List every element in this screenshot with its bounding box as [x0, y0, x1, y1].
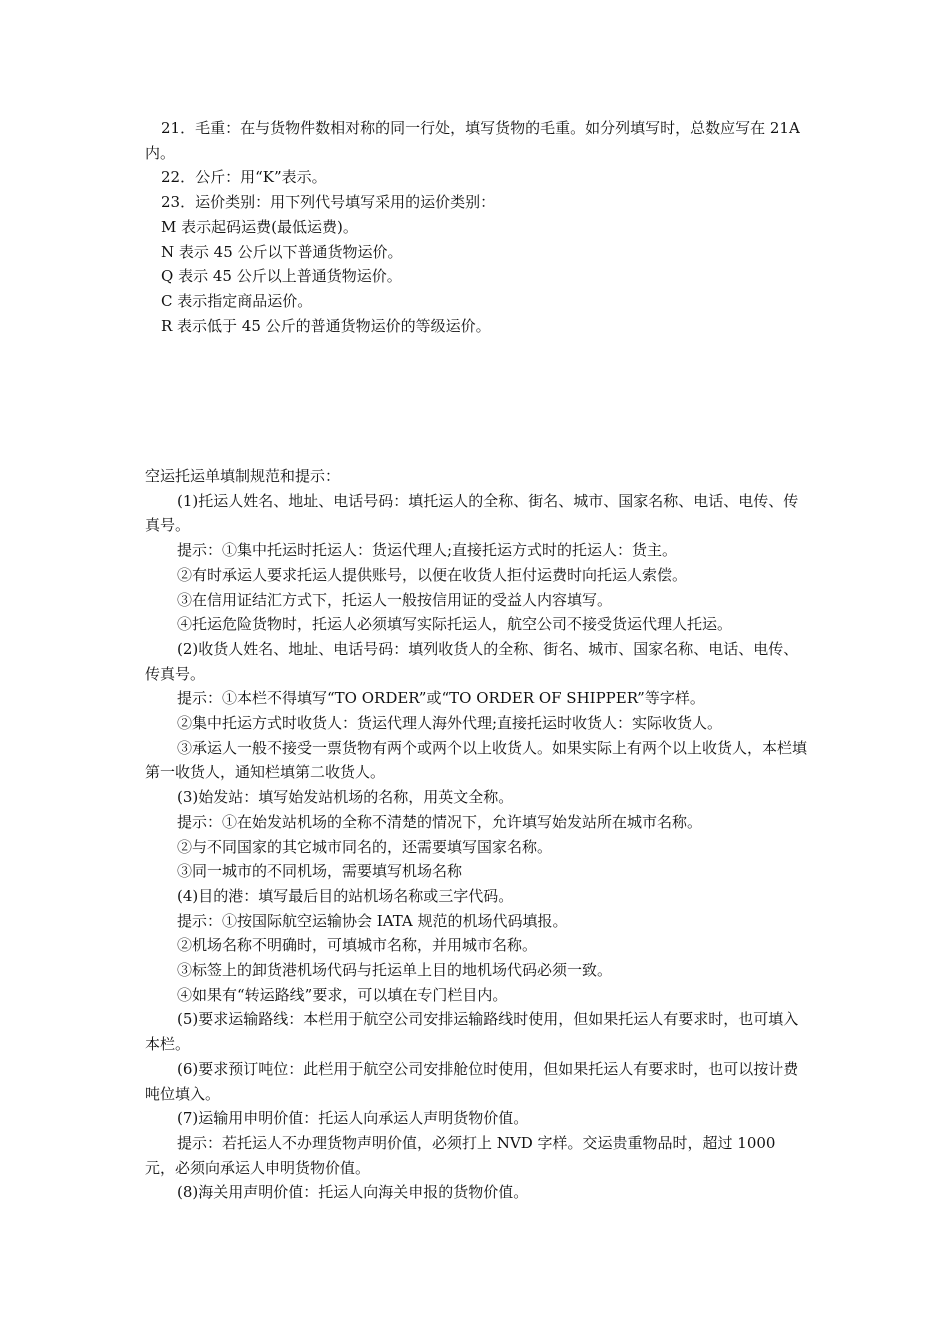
shipper-tip-2: ②有时承运人要求托运人提供账号，以便在收货人拒付运费时向托运人索偿。: [177, 565, 688, 584]
item-22-kilogram: 22．公斤：用“K”表示。: [161, 168, 327, 187]
destination-tip-3: ③标签上的卸货港机场代码与托运单上目的地机场代码必须一致。: [177, 961, 613, 980]
shipper-paragraph: (1)托运人姓名、地址、电话号码：填托运人的全称、街名、城市、国家名称、电话、电传、传真号。: [145, 491, 799, 535]
consignee-tip-3: ③承运人一般不接受一票货物有两个或两个以上收货人。如果实际上有两个以上收货人，本栏填第一收货人，通知栏填第二收货人。: [145, 738, 808, 782]
item-23-rate-class: 23．运价类别：用下列代号填写采用的运价类别：: [161, 193, 496, 212]
section-air-consignment-guide: [145, 464, 810, 1205]
rate-class-m: M 表示起码运费(最低运费)。: [161, 217, 358, 236]
rate-class-n: N 表示 45 公斤以下普通货物运价。: [161, 242, 403, 261]
item-21-gross-weight: 21．毛重：在与货物件数相对称的同一行处，填写货物的毛重。如分列填写时，总数应写在 21A 内。: [145, 119, 800, 162]
customs-value-paragraph: (8)海关用声明价值：托运人向海关申报的货物价值。: [177, 1183, 529, 1202]
shipper-tip-4: ④托运危险货物时，托运人必须填写实际托运人，航空公司不接受货运代理人托运。: [177, 615, 733, 634]
rate-class-c: C 表示指定商品运价。: [161, 291, 313, 310]
origin-paragraph: (3)始发站：填写始发站机场的名称，用英文全称。: [177, 788, 514, 807]
destination-tip-2: ②机场名称不明确时，可填城市名称，并用城市名称。: [177, 936, 538, 955]
section-rate-fields: [145, 116, 810, 338]
shipper-tip-3: ③在信用证结汇方式下，托运人一般按信用证的受益人内容填写。: [177, 590, 613, 609]
rate-class-q: Q 表示 45 公斤以上普通货物运价。: [161, 267, 402, 286]
carriage-value-tip: 提示：若托运人不办理货物声明价值，必须打上 NVD 字样。交运贵重物品时，超过 1000 元，必须向承运人申明货物价值。: [145, 1133, 776, 1177]
consignee-tip-2: ②集中托运方式时收货人：货运代理人海外代理;直接托运时收货人：实际收货人。: [177, 714, 723, 733]
origin-tip-3: ③同一城市的不同机场，需要填写机场名称: [177, 862, 463, 881]
origin-tip-1: 提示：①在始发站机场的全称不清楚的情况下，允许填写始发站所在城市名称。: [177, 812, 703, 831]
consignee-tip-1: 提示：①本栏不得填写“TO ORDER”或“TO ORDER OF SHIPPER”等字样。: [177, 689, 705, 708]
destination-tip-4: ④如果有“转运路线”要求，可以填在专门栏目内。: [177, 985, 508, 1004]
booking-paragraph: (6)要求预订吨位：此栏用于航空公司安排舱位时使用，但如果托运人有要求时，也可以按计费吨位填入。: [145, 1059, 799, 1103]
consignee-paragraph: (2)收货人姓名、地址、电话号码：填列收货人的全称、街名、城市、国家名称、电话、电传、传真号。: [145, 639, 799, 683]
destination-paragraph: (4)目的港：填写最后目的站机场名称或三字代码。: [177, 886, 514, 905]
routing-paragraph: (5)要求运输路线：本栏用于航空公司安排运输路线时使用，但如果托运人有要求时，也可填入本栏。: [145, 1010, 799, 1054]
destination-tip-1: 提示：①按国际航空运输协会 IATA 规范的机场代码填报。: [177, 911, 568, 930]
section-heading: 空运托运单填制规范和提示：: [145, 467, 341, 485]
shipper-tip-1: 提示：①集中托运时托运人：货运代理人;直接托运方式时的托运人：货主。: [177, 541, 678, 560]
carriage-value-paragraph: (7)运输用申明价值：托运人向承运人声明货物价值。: [177, 1109, 529, 1128]
origin-tip-2: ②与不同国家的其它城市同名的，还需要填写国家名称。: [177, 837, 553, 856]
rate-class-r: R 表示低于 45 公斤的普通货物运价的等级运价。: [161, 316, 491, 335]
